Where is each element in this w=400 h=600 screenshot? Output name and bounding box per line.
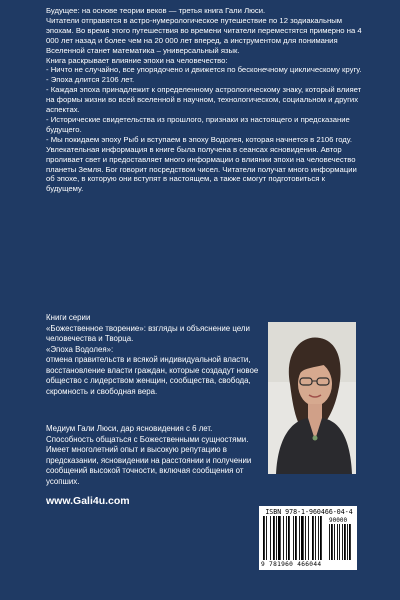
series-book: «Божественное творение»: взгляды и объяснение цели человечества и Творца. [46,323,250,343]
barcode-bar [315,516,316,560]
description-bullet: - Ничто не случайно, все упорядочено и движется по бесконечному циклическому кругу. [46,65,362,75]
barcode-bar [301,516,304,560]
barcode-bar [299,516,300,560]
barcode-bar [318,516,319,560]
barcode-addon-bar [342,524,343,560]
barcode-addon-bar [334,524,335,560]
description-paragraph: Будущее: на основе теории веков — третья книга Гали Люси. [46,6,266,15]
barcode-addon-bar [331,524,333,560]
barcode-bar [312,516,314,560]
author-website[interactable]: www.Gali4u.com [46,495,130,507]
bio-paragraph: Способность общаться с Божественными сущностями. Имеет многолетний опыт и высокую репутацию в предсказании, ясновидении на расстоянии и получении сообщений высокой точности, включая сообщения от усопших. [46,434,252,486]
barcode-bar [263,516,265,560]
barcode-addon-bar [329,524,330,560]
series-book-description: отмена правительств и всякой индивидуальной власти, восстановление власти граждан, которые создадут новое общество с лидерством женщин, сообщества, свобода, скромность и свободная вера. [46,355,259,396]
isbn-barcode [259,506,357,570]
barcode-bar [308,516,309,560]
barcode-bar [286,516,287,560]
author-portrait-graphic [268,322,356,474]
barcode-bar [293,516,294,560]
barcode-number: 9 781960 466044 [261,561,322,568]
barcode-bar [283,516,284,560]
author-bio [46,424,272,487]
barcode-bar [270,516,271,560]
barcode-bar [273,516,275,560]
barcode-bars [263,516,353,561]
author-photo [268,322,356,474]
price-code-text: 90000 [329,517,348,524]
barcode-bar [276,516,277,560]
barcode-bar [288,516,290,560]
barcode-bar [305,516,306,560]
book-series [46,313,268,397]
barcode-addon-bar [339,524,340,560]
description-bullet: - Исторические свидетельства из прошлого, признаки из настоящего и предсказание будущего. [46,114,350,134]
description-bullet: - Каждая эпоха принадлежит к определенному астрологическому знаку, который влияет на формы жизни во всей вселенной в научном, технологическом, социальном и других аспектах. [46,85,362,115]
series-book: «Эпоха Водолея»: [46,344,114,354]
description-bullet: - Эпоха длится 2106 лет. [46,75,135,85]
description-paragraph: Читатели отправятся в астро-нумерологическое путешествие по 12 зодиакальным эпохам. Во время этого путешествия во времени читатели переместятся примерно на 4 000 лет назад и более чем на 20 000 лет вперед, а инструментом для понимания Вселенной станет математика – универсальный язык. [46,15,362,55]
description-paragraph: Увлекательная информация в книге была получена в сеансах ясновидения. Автор проливает свет и предоставляет много информации о влиянии эпохи на человечество планеты Земля. Бог говорит посредством чисел. Читатели получат много информации об эпохе, в которую они вступят в настоящем, а также смогут подготовиться к будущему. [46,144,357,194]
barcode-addon-bar [344,524,346,560]
barcode-addon-bar [347,524,348,560]
series-heading: Книги серии [46,313,91,322]
barcode-bar [278,516,281,560]
bio-paragraph: Медиум Гали Люси, дар ясновидения с 6 лет. [46,424,213,433]
book-description [46,6,362,194]
barcode-bar [266,516,267,560]
description-bullet: - Мы покидаем эпоху Рыб и вступаем в эпоху Водолея, которая начнется в 2106 году. [46,134,353,144]
description-paragraph: Книга раскрывает влияние эпохи на человечество: [46,55,228,65]
barcode-addon-bar [337,524,338,560]
barcode-addon-bar [349,524,351,560]
barcode-bar [320,516,322,560]
isbn-text: ISBN 978-1-960466-04-4 [265,508,353,516]
barcode-bar [295,516,297,560]
